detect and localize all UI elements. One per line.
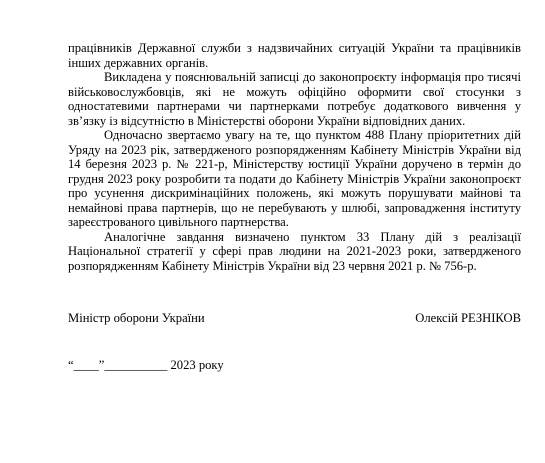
paragraph-1: працівників Державної служби з надзвичайних ситуацій України та працівників інших державних органів.: [68, 41, 521, 70]
paragraph-3: Одночасно звертаємо увагу на те, що пунктом 488 Плану пріоритетних дій Уряду на 2023 рік, затвердженого розпорядженням Кабінету Міністрів України від 14 березня 2023 р. № 221-р, Міністерству юстиції України доручено в термін до грудня 2023 року розробити та подати до Кабінету Міністрів України законопроєкт про усунення дискримінаційних положень, які можуть порушувати майнові та немайнові права партнерів, що не перебувають у шлюбі, запровадження інституту зареєстрованого цивільного партнерства.: [68, 128, 521, 229]
signatory-position: Міністр оборони України: [68, 311, 205, 325]
paragraph-2: Викладена у пояснювальній записці до законопроєкту інформація про тисячі військовослужбовців, які не можуть офіційно оформити свої стосунки з одностатевими партнерами чи партнерками потребує додаткового вивчення у зв’язку із відсутністю в Міністерстві оборони України відповідних даних.: [68, 70, 521, 128]
signatory-name: Олексій РЕЗНІКОВ: [415, 311, 521, 325]
date-line: “____”__________ 2023 року: [68, 358, 224, 372]
paragraph-4: Аналогічне завдання визначено пунктом 33 Плану дій з реалізації Національної стратегії у сфері прав людини на 2021-2023 роки, затвердженого розпорядженням Кабінету Міністрів України від 23 червня 2021 р. № 756-р.: [68, 229, 521, 273]
document-body: [68, 41, 521, 273]
signature-block: [68, 311, 521, 326]
